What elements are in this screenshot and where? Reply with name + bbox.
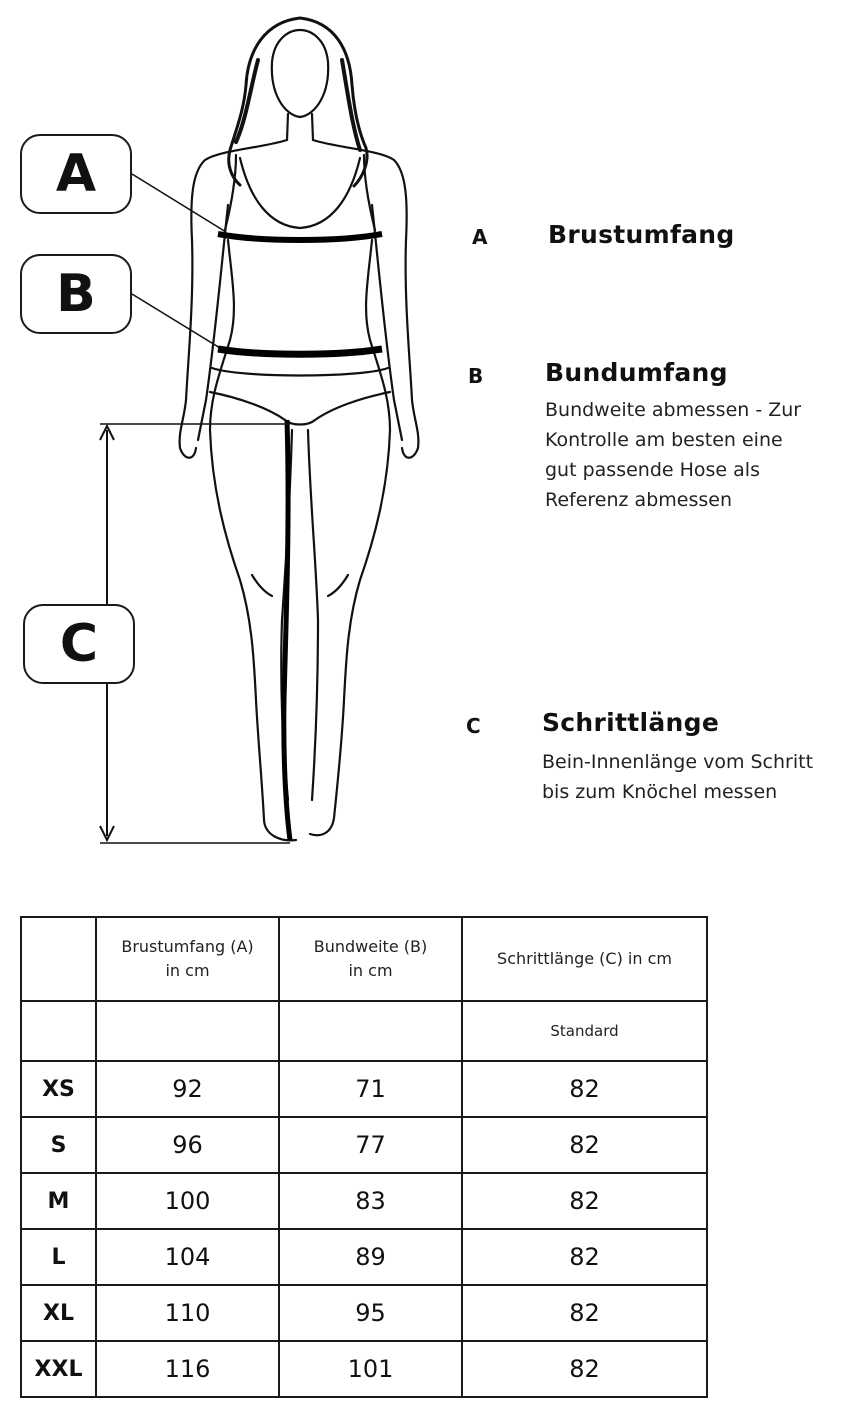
table-row [21, 1061, 707, 1117]
legend-title-b: Bundumfang [545, 358, 728, 387]
waist-value: 89 [279, 1229, 462, 1285]
legend-letter-b: B [468, 364, 484, 388]
table-subheader-cell [279, 1001, 462, 1061]
legend-description-b: Bundweite abmessen - Zur Kontrolle am besten eine gut passende Hose als Referenz abmessen [545, 399, 802, 511]
inseam-value: 82 [462, 1061, 707, 1117]
waist-value: 101 [279, 1341, 462, 1397]
table-subheader-cell [21, 1001, 96, 1061]
bust-value: 104 [96, 1229, 279, 1285]
table-row [21, 1229, 707, 1285]
table-row [21, 1173, 707, 1229]
size-table [20, 916, 708, 1398]
waist-value: 95 [279, 1285, 462, 1341]
legend-letter-a: A [472, 225, 488, 249]
table-subheader-cell [96, 1001, 279, 1061]
table-header-cell: Bundweite (B) in cm [279, 917, 462, 1001]
bust-value: 96 [96, 1117, 279, 1173]
legend-title-c: Schrittlänge [542, 708, 720, 737]
inseam-value: 82 [462, 1229, 707, 1285]
size-label: XL [21, 1285, 96, 1341]
inseam-value: 82 [462, 1173, 707, 1229]
legend-letter-c: C [466, 714, 481, 738]
table-header-cell [21, 917, 96, 1001]
inseam-value: 82 [462, 1285, 707, 1341]
bust-value: 116 [96, 1341, 279, 1397]
waist-value: 83 [279, 1173, 462, 1229]
marker-c: C [23, 604, 135, 684]
bust-value: 110 [96, 1285, 279, 1341]
inseam-value: 82 [462, 1117, 707, 1173]
marker-b: B [20, 254, 132, 334]
inseam-value: 82 [462, 1341, 707, 1397]
table-header-cell: Brustumfang (A) in cm [96, 917, 279, 1001]
table-header-cell: Schrittlänge (C) in cm [462, 917, 707, 1001]
waist-value: 77 [279, 1117, 462, 1173]
table-header-row [21, 917, 707, 1001]
size-label: XS [21, 1061, 96, 1117]
legend-description-c: Bein-Innenlänge vom Schritt bis zum Knöchel messen [542, 751, 814, 803]
table-row [21, 1341, 707, 1397]
size-label: M [21, 1173, 96, 1229]
table-row [21, 1117, 707, 1173]
legend-title-a: Brustumfang [548, 220, 735, 249]
size-label: L [21, 1229, 96, 1285]
bust-value: 100 [96, 1173, 279, 1229]
bust-value: 92 [96, 1061, 279, 1117]
waist-value: 71 [279, 1061, 462, 1117]
table-subheader-row [21, 1001, 707, 1061]
size-label: S [21, 1117, 96, 1173]
table-subheader-cell: Standard [462, 1001, 707, 1061]
marker-a: A [20, 134, 132, 214]
size-label: XXL [21, 1341, 96, 1397]
table-row [21, 1285, 707, 1341]
